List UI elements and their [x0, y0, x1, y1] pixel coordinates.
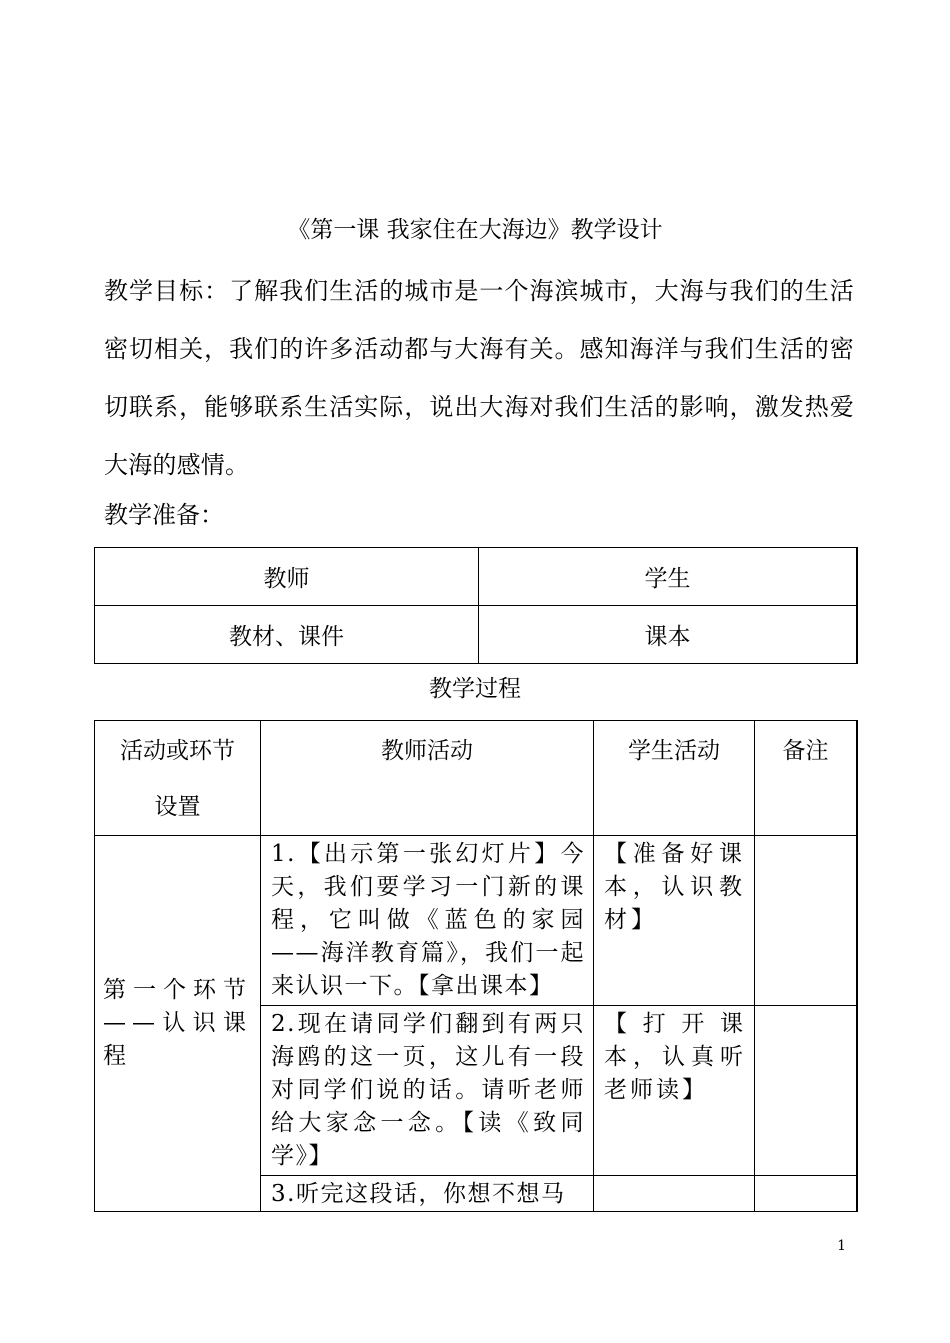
table-row — [95, 606, 858, 664]
header-teacher: 教师 — [95, 548, 479, 606]
preparation-table — [94, 547, 858, 664]
teacher-activity: 2.现在请同学们翻到有两只海鸥的这一页，这儿有一段对同学们说的话。请听老师给大家念一念。【读《致同学》】 — [271, 1011, 585, 1169]
process-title: 教学过程 — [429, 676, 521, 702]
teaching-objective: 教学目标：了解我们生活的城市是一个海滨城市，大海与我们的生活密切相关，我们的许多活动都与大海有关。感知海洋与我们生活的密切联系，能够联系生活实际，说出大海对我们生活的影响，激发热爱大海的感情。 — [104, 277, 854, 479]
stage-name: 第一个环节——认识课程 — [103, 977, 252, 1069]
header-student-activity: 学生活动 — [628, 738, 720, 764]
teacher-activity: 1.【出示第一张幻灯片】今天，我们要学习一门新的课程，它叫做《蓝色的家园——海洋教育篇》，我们一起来认识一下。【拿出课本】 — [271, 841, 585, 999]
preparation-label: 教学准备： — [104, 501, 224, 529]
document-title: 《第一课 我家住在大海边》教学设计 — [287, 217, 663, 243]
student-activity: 【打开课本，认真听老师读】 — [604, 1011, 746, 1103]
header-teacher-activity: 教师活动 — [381, 738, 473, 764]
teacher-materials: 教材、课件 — [95, 606, 479, 664]
header-notes: 备注 — [782, 738, 829, 764]
process-table — [94, 720, 858, 1212]
table-row — [95, 836, 858, 1006]
table-row — [95, 548, 858, 606]
header-stage: 活动或环节设置 — [120, 738, 235, 820]
page-number: 1 — [837, 1238, 846, 1254]
notes — [755, 1176, 856, 1180]
notes — [755, 836, 856, 840]
notes — [755, 1006, 856, 1010]
header-student: 学生 — [479, 548, 858, 606]
student-activity — [594, 1176, 754, 1180]
table-header-row — [95, 721, 858, 836]
teacher-activity: 3.听完这段话，你想不想马 — [271, 1181, 566, 1207]
student-materials: 课本 — [479, 606, 858, 664]
student-activity: 【准备好课本，认识教材】 — [604, 841, 746, 933]
